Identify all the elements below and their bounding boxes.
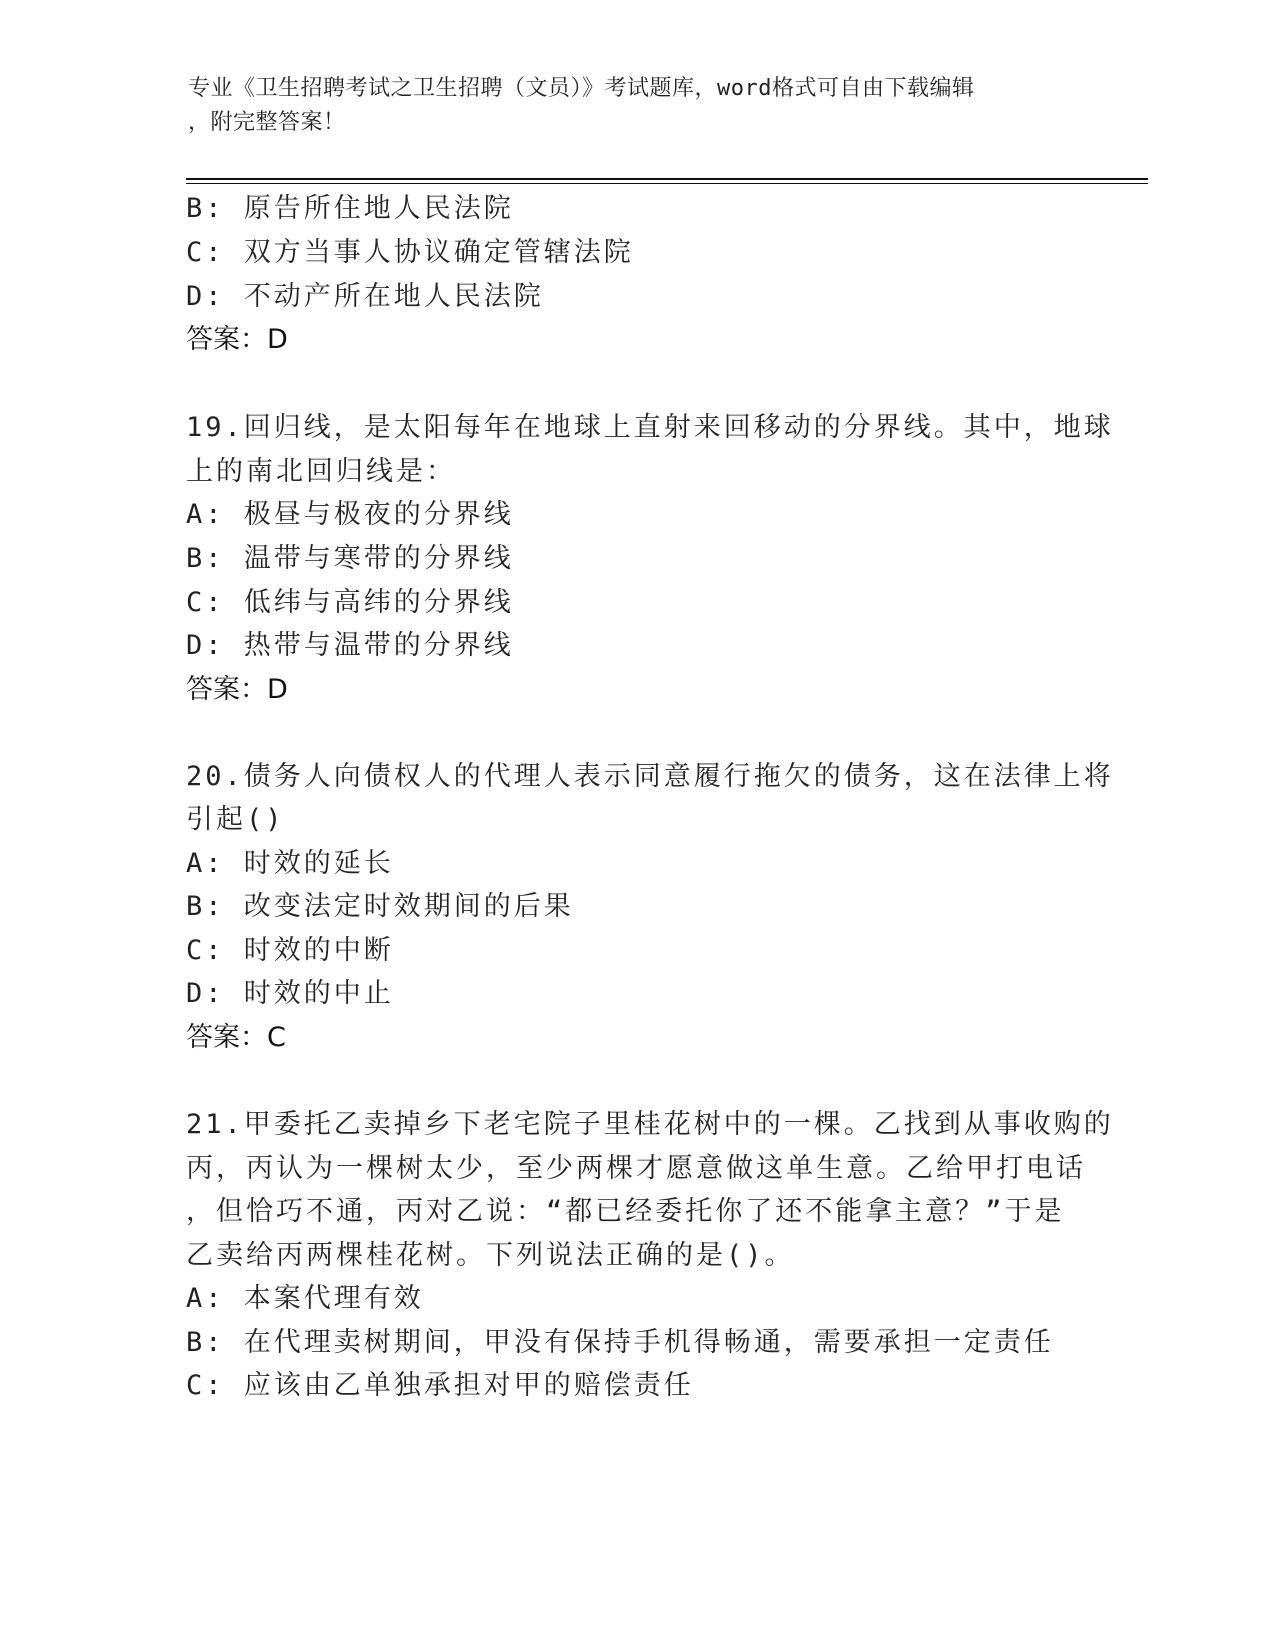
q19-option-b: B: 温带与寒带的分界线 bbox=[186, 543, 514, 574]
q20-stem-line-1: 20.债务人向债权人的代理人表示同意履行拖欠的债务，这在法律上将 bbox=[186, 761, 1114, 792]
q20-option-c: C: 时效的中断 bbox=[186, 935, 394, 966]
q19-option-d: D: 热带与温带的分界线 bbox=[186, 630, 514, 661]
q21-stem-line-4: 乙卖给丙两棵桂花树。下列说法正确的是()。 bbox=[186, 1240, 795, 1271]
q20-answer: 答案：C bbox=[186, 1022, 286, 1053]
q19-answer: 答案：D bbox=[186, 674, 288, 705]
q21-stem-line-2: 丙，丙认为一棵树太少，至少两棵才愿意做这单生意。乙给甲打电话 bbox=[186, 1153, 1086, 1184]
q20-option-d: D: 时效的中止 bbox=[186, 978, 394, 1009]
q21-option-b: B: 在代理卖树期间，甲没有保持手机得畅通，需要承担一定责任 bbox=[186, 1327, 1054, 1358]
q21-stem-line-1: 21.甲委托乙卖掉乡下老宅院子里桂花树中的一棵。乙找到从事收购的 bbox=[186, 1109, 1114, 1140]
q18-option-d: D: 不动产所在地人民法院 bbox=[186, 281, 544, 312]
header-line-1: 专业《卫生招聘考试之卫生招聘（文员）》考试题库，word格式可自由下载编辑 bbox=[188, 76, 975, 101]
header-rule-thick bbox=[186, 178, 1148, 180]
q20-option-a: A: 时效的延长 bbox=[186, 848, 394, 879]
q19-option-c: C: 低纬与高纬的分界线 bbox=[186, 587, 514, 618]
q21-stem-line-3: ，但恰巧不通，丙对乙说：“都已经委托你了还不能拿主意？”于是 bbox=[186, 1196, 1065, 1227]
q19-stem-line-2: 上的南北回归线是： bbox=[186, 456, 456, 487]
header-rule-thin bbox=[186, 183, 1148, 184]
q18-option-c: C: 双方当事人协议确定管辖法院 bbox=[186, 237, 634, 268]
q19-option-a: A: 极昼与极夜的分界线 bbox=[186, 499, 514, 530]
q18-option-b: B: 原告所住地人民法院 bbox=[186, 193, 514, 224]
header-line-2: ，附完整答案！ bbox=[188, 110, 346, 135]
q21-option-c: C: 应该由乙单独承担对甲的赔偿责任 bbox=[186, 1370, 694, 1401]
q21-option-a: A: 本案代理有效 bbox=[186, 1283, 424, 1314]
q20-stem-line-2: 引起() bbox=[186, 804, 285, 835]
q20-option-b: B: 改变法定时效期间的后果 bbox=[186, 891, 574, 922]
q18-answer: 答案：D bbox=[186, 324, 288, 355]
q19-stem-line-1: 19.回归线，是太阳每年在地球上直射来回移动的分界线。其中，地球 bbox=[186, 412, 1114, 443]
document-header bbox=[188, 72, 1068, 140]
